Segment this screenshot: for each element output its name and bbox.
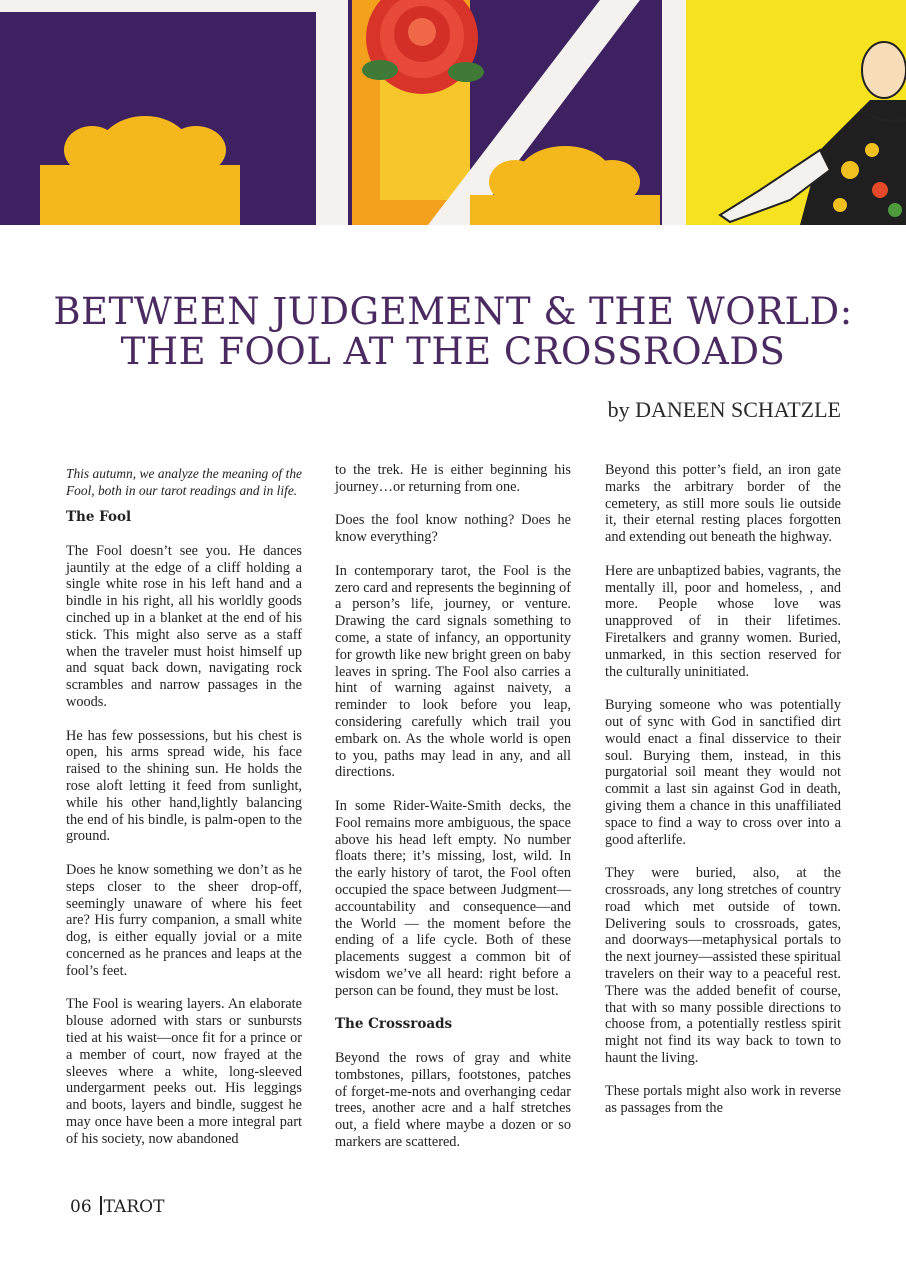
section-name: TAROT	[103, 1197, 165, 1217]
title-line-2: THE FOOL AT THE CROSSROADS	[120, 330, 786, 373]
paragraph: They were buried, also, at the crossroads, any long stretches of country road which met outside of town. Delivering souls to crossroads, gates, and doorways—metaphysical portals to the next journey—assisted these spiritual travelers on their way to a peaceful rest. There was the added benefit of course, that with so many possible directions to choose from, a potentially restless spirit might not find its way back to town to haunt the living.	[605, 865, 841, 1066]
paragraph: The Fool doesn’t see you. He dances jauntily at the edge of a cliff holding a single white rose in his left hand and a bindle in his right, all his worldly goods cinched up in a blanket at the end of his stick. This might also serve as a staff when the traveler must hoist himself up and squat back down, navigating rock scrambles and narrow passages in the woods.	[66, 542, 302, 710]
tarot-collage-image	[0, 0, 906, 225]
title-line-1: BETWEEN JUDGEMENT & THE WORLD:	[53, 290, 853, 333]
paragraph: Beyond this potter’s field, an iron gate marks the arbitrary border of the cemetery, as still more souls lie outside it, their eternal resting places forgotten and extending out beneath the highway.	[605, 462, 841, 546]
section-heading-crossroads: The Crossroads	[335, 1016, 453, 1033]
paragraph: to the trek. He is either beginning his journey…or returning from one.	[335, 462, 571, 495]
author-byline: by DANEEN SCHATZLE	[607, 397, 841, 422]
paragraph: In some Rider-Waite-Smith decks, the Fool remains more ambiguous, the space above his head left empty. No number floats there; it’s missing, lost, wild. In the early history of tarot, the Fool often occupied the space between Judgment—accountability and consequence—and the World — the moment before the ending of a life cycle. Both of these placements suggest a common bit of wisdom we’ve all heard: right before a person can be found, they must be lost.	[335, 797, 571, 999]
header-artwork	[0, 0, 906, 225]
paragraph: Does the fool know nothing? Does he know everything?	[335, 512, 571, 546]
paragraph: Does he know something we don’t as he steps closer to the sheer drop-off, seemingly unaware of where his feet are? His furry companion, a small white dog, is either equally jovial or a mite concerned as he prances and leaps at the fool’s feet.	[66, 861, 302, 979]
paragraph: Beyond the rows of gray and white tombstones, pillars, footstones, patches of forget-me-nots and overhanging cedar trees, another acre and a half stretches out, a field where maybe a dozen or so markers are scattered.	[335, 1050, 571, 1151]
article-title	[40, 292, 866, 372]
page-folio	[70, 1196, 164, 1217]
paragraph: The Fool is wearing layers. An elaborate blouse adorned with stars or sunbursts tied at his waist—once fit for a prince or a member of court, now frayed at the sleeves where a white, long-sleeved undergarment peeks out. His leggings and boots, layers and bindle, suggest he may once have been a more integral part of his society, now abandoned	[66, 996, 302, 1147]
paragraph: He has few possessions, but his chest is open, his arms spread wide, his face raised to the shining sun. He holds the rose aloft letting it feed from sunlight, while his other hand,lightly balancing the end of his bindle, is palm-open to the ground.	[66, 727, 302, 845]
column-2	[335, 462, 571, 1168]
folio-divider	[100, 1196, 102, 1215]
page-number: 06	[70, 1197, 92, 1217]
column-3	[605, 462, 841, 1134]
paragraph: Burying someone who was potentially out of sync with God in sanctified dirt would enact a final disservice to their soul. Burying them, instead, in this purgatorial soil meant they would not commit a last sin against God in death, giving them a chance in this unaffiliated space to find a way to cross over into a good afterlife.	[605, 697, 841, 848]
column-1	[66, 462, 302, 1164]
intro-text: This autumn, we analyze the meaning of the Fool, both in our tarot readings and in life.	[66, 466, 302, 498]
section-heading-fool: The Fool	[66, 509, 132, 525]
paragraph: In contemporary tarot, the Fool is the zero card and represents the beginning of a person’s life, journey, or venture. Drawing the card signals something to come, a state of infancy, an opportunity for growth like new bright green on baby leaves in spring. The Fool also carries a hint of warning against naivety, a reminder to look before you leap, considering carefully which trail you embark on. As the whole world is open to you, paths may lead in any, and all directions.	[335, 562, 571, 781]
paragraph: Here are unbaptized babies, vagrants, the mentally ill, poor and homeless, , and more. People whose love was unapproved of in their lifetimes. Firetalkers and granny women. Buried, unmarked, in this section reserved for the culturally uninitiated.	[605, 562, 841, 680]
paragraph: These portals might also work in reverse as passages from the	[605, 1083, 841, 1117]
